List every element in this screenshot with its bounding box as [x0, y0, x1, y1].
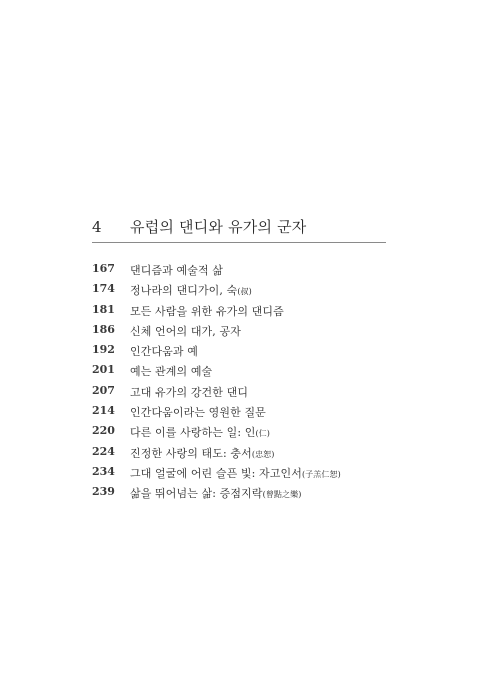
toc-page-number: 220	[92, 424, 115, 438]
toc-title: 그대 얼굴에 어린 슬픈 빛: 자고인서	[130, 466, 302, 480]
toc-page-number: 239	[92, 485, 115, 499]
toc-title: 인간다움과 예	[130, 345, 198, 359]
chapter-header	[92, 216, 386, 243]
toc-page-number: 186	[92, 322, 115, 336]
toc-title: 신체 언어의 대가, 공자	[130, 324, 241, 338]
toc-title-hanja: (叔)	[237, 287, 252, 297]
toc-page-number: 207	[92, 383, 115, 397]
toc-page-number: 181	[92, 302, 115, 316]
chapter-number: 4	[92, 218, 102, 236]
toc-title-hanja: (仁)	[255, 429, 270, 439]
toc-title: 정나라의 댄디가이, 숙	[130, 284, 238, 298]
toc-title: 진정한 사랑의 태도: 충서	[130, 446, 252, 460]
toc-title: 예는 관계의 예술	[130, 365, 213, 379]
toc-title: 댄디즘과 예술적 삶	[130, 264, 224, 277]
toc-page-number: 201	[92, 363, 115, 377]
chapter-title: 유럽의 댄디와 유가의 군자	[130, 218, 307, 236]
toc-title: 인간다움이라는 영원한 질문	[130, 406, 266, 420]
toc-page-number: 224	[92, 444, 115, 458]
toc-title-hanja: (子羔仁恕)	[301, 469, 341, 479]
toc-title: 다른 이를 사랑하는 일: 인	[130, 426, 256, 440]
toc-title: 고대 유가의 강건한 댄디	[130, 385, 249, 399]
toc-title-hanja: (忠恕)	[251, 449, 275, 459]
toc-title-hanja: (曾點之樂)	[262, 490, 302, 500]
toc-page-number: 234	[92, 464, 115, 478]
toc-page-number: 167	[92, 262, 115, 275]
toc-page-number: 192	[92, 343, 115, 357]
toc-title: 삶을 뛰어넘는 삶: 증점지락	[130, 487, 263, 501]
toc-page-number: 174	[92, 282, 115, 296]
toc-title: 모든 사람을 위한 유가의 댄디즘	[130, 304, 284, 318]
toc-page-number: 214	[92, 404, 115, 418]
